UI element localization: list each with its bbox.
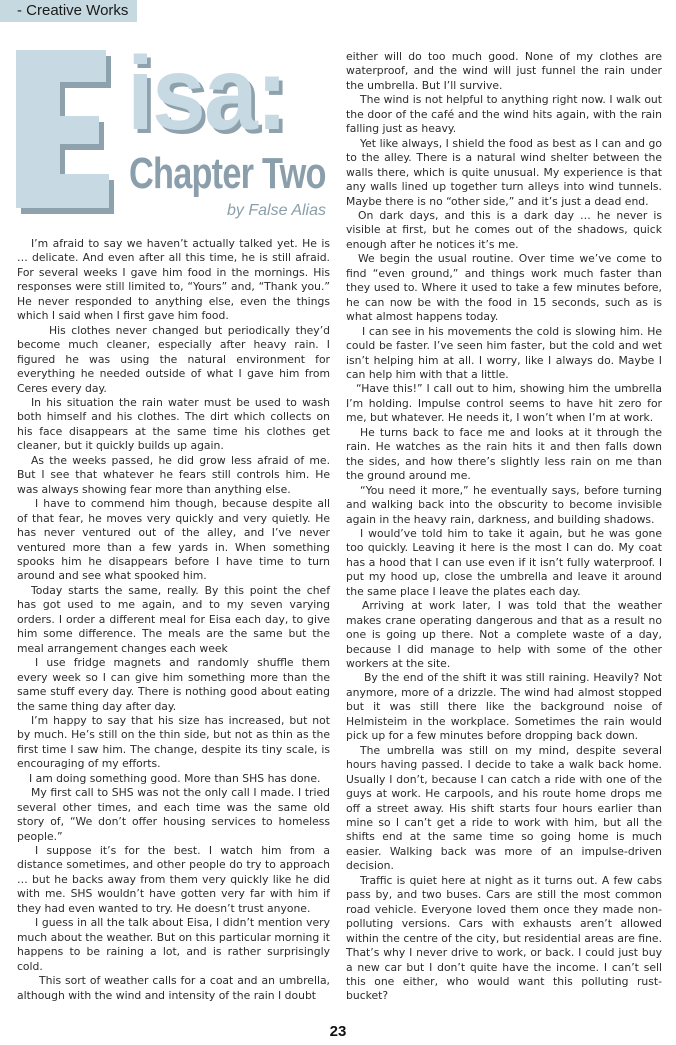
paragraph: His clothes never changed but periodically they’d become much cleaner, especially after heavy rain. I figured he was using the natural environment for everything he needed outside of what I gave him from Ceres every day. — [17, 323, 330, 395]
right-column — [346, 50, 662, 1004]
paragraph: I am doing something good. More than SHS has done. — [29, 771, 321, 785]
title-initial-e — [16, 50, 112, 208]
paragraph: On dark days, and this is a dark day … he never is visible at first, but he comes out of the shadows, quick enough after he notices it’s me. — [346, 208, 662, 251]
left-column — [17, 237, 330, 1003]
paragraph: I’m afraid to say we haven’t actually talked yet. He is … delicate. And even after all this time, he is still afraid. For several weeks I gave him food in the mornings. His responses were still limited to, “Yours” and, “Thank you.” He never responded to anything else, even the things which I said when I first gave him food. — [17, 237, 330, 323]
paragraph: I’m happy to say that his size has increased, but not by much. He’s still on the thin side, but not as thin as the first time I saw him. The change, despite its tiny scale, is encouraging of my efforts. — [17, 713, 330, 771]
author-byline: by False Alias — [227, 202, 326, 219]
paragraph: I can see in his movements the cold is slowing him. He could be faster. I’ve seen him faster, but the cold and wet isn’t helping him at all. I worry, like I always do. Maybe I can help him with that a little. — [346, 324, 662, 381]
paragraph: I guess in all the talk about Eisa, I didn’t mention very much about the weather. But on this particular morning it happens to be raining a lot, and is rather surprisingly cold. — [17, 916, 330, 973]
paragraph: I use fridge magnets and randomly shuffle them every week so I can give him something more than the same stuff every day. There is nothing good about eating the same thing day after day. — [17, 656, 330, 713]
title-main: isa: — [127, 36, 287, 152]
paragraph: Today starts the same, really. By this point the chef has got used to me again, and to my seven varying orders. I order a different meal for Eisa each day, to give him some difference. The meals are the same but the meal arrangement changes each week — [17, 583, 330, 655]
paragraph: This sort of weather calls for a coat and an umbrella, although with the wind and intensity of the rain I doubt — [17, 974, 330, 1002]
paragraph: Traffic is quiet here at night as it turns out. A few cabs pass by, and two buses. Cars are still the most common road vehicle. Everyone loved them once they made non-polluting versions. Cars with exhausts aren’t allowed within the centre of the city, but residential areas are fine. That’s why I never drive to work, or back. I could just buy a new car but I don’t quite have the income. I can’t sell this one either, who would want this polluting rust-bucket? — [346, 873, 662, 1003]
paragraph: In his situation the rain water must be used to wash both himself and his clothes. The dirt which collects on his face disappears at the same time his clothes get cleaner, but it quickly builds up again. — [17, 395, 330, 453]
article-title — [0, 36, 336, 225]
title-subtitle: Chapter Two — [129, 149, 326, 198]
paragraph: either will do too much good. None of my clothes are waterproof, and the wind will just funnel the rain under the umbrella. But I’ll survive. — [346, 50, 662, 92]
paragraph: I would’ve told him to take it again, but he was gone too quickly. Leaving it here is the most I can do. My coat has a hood that I can use even if it isn’t fully waterproof. I put my hood up, close the umbrella and leave it around the same place I leave the plates each day. — [346, 526, 662, 598]
paragraph: I have to commend him though, because despite all of that fear, he moves very quickly and very quietly. He has never ventured out of the alley, and I’ve never ventured more than a few yards in. When something spooks him he disappears before I have time to turn around and see what spooked him. — [17, 497, 330, 583]
paragraph: “You need it more,” he eventually says, before turning and walking back into the obscurity to become invisible again in the heavy rain, darkness, and building shadows. — [346, 483, 662, 526]
page-number: 23 — [329, 1023, 347, 1040]
paragraph: He turns back to face me and looks at it through the rain. He watches as the rain hits it and then falls down the sides, and how there’s slightly less rain on me than the ground around me. — [346, 425, 662, 483]
paragraph: We begin the usual routine. Over time we’ve come to find “even ground,” and things work much faster than they used to. Where it used to take a few minutes before, he can now be with the food in 15 seconds, such as is what almost happens today. — [346, 252, 662, 324]
paragraph: My first call to SHS was not the only call I made. I tried several other times, and each time was the same old story of, “We don’t offer housing services to homeless people.” — [17, 786, 330, 843]
paragraph: The umbrella was still on my mind, despite several hours having passed. I decide to take a walk back home. Usually I don’t, because I can catch a ride with one of the guys at work. He carpools, and his route home drops me off a street away. His shift starts four hours earlier than mine so I can’t get a ride to work with him, but all the shifts end at the same time so going home is much easier. Walking back was more of an impulse-driven decision. — [346, 743, 662, 873]
section-tag: - Creative Works — [0, 0, 137, 22]
paragraph: I suppose it’s for the best. I watch him from a distance sometimes, and other people do try to approach … but he backs away from them very quickly like he did with me. SHS wouldn’t have gotten very far with him if they had even wanted to try. He doesn’t trust anyone. — [17, 844, 330, 915]
paragraph: Arriving at work later, I was told that the weather makes crane operating dangerous and that as a result no one is going up there. Not a complete waste of a day, because I did manage to help with some of the other workers at the site. — [346, 599, 662, 671]
paragraph: Yet like always, I shield the food as best as I can and go to the alley. There is a natural wind shelter between the walls there, which is quite unusual. My experience is that any walls lined up together turn alleys into wind tunnels. Maybe there is no “other side,” and it’s just a dead end. — [346, 136, 662, 208]
paragraph: “Have this!” I call out to him, showing him the umbrella I’m holding. Impulse control seems to have hit zero for me, but whatever. He needs it, I won’t when I’m at work. — [346, 382, 662, 425]
title-initial-e-graphic — [16, 50, 116, 214]
paragraph: As the weeks passed, he did grow less afraid of me. But I see that whatever he fears still controls him. He was always showing fear more than anything else. — [17, 453, 330, 496]
paragraph: The wind is not helpful to anything right now. I walk out the door of the café and the wind hits again, with the rain falling just as heavy. — [346, 93, 662, 136]
paragraph: By the end of the shift it was still raining. Heavily? Not anymore, more of a drizzle. The wind had almost stopped but it was still there like the background noise of Helmisteim in the workplace. Sometimes the rain would pick up for a few minutes before dropping back down. — [346, 671, 662, 743]
